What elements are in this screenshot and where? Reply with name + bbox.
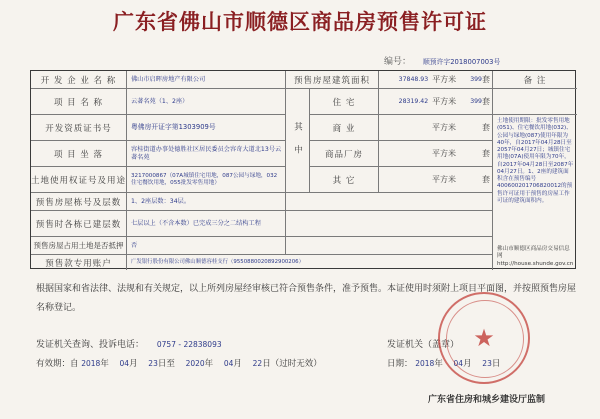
presale-area-count-unit: 套 xyxy=(482,75,490,84)
cert-value: 粤佛房开证字第1303909号 xyxy=(127,115,286,141)
query-label: 发证机关查询、投诉电话： xyxy=(36,340,145,350)
buildings-value: 1、2座层数：34层。 xyxy=(127,193,286,211)
land-value: 3217000867（07A城镇住宅用地，087公园与绿地，032住宅餐饮用地，055批发零售用地） xyxy=(127,167,286,193)
commercial-cell xyxy=(379,115,493,141)
residential-cell xyxy=(379,89,493,115)
remarks-footer: 佛山市顺德区商品房交易信息网 xyxy=(497,246,570,260)
form-table xyxy=(30,70,576,269)
to-month: 04 xyxy=(223,359,234,368)
commercial-count-unit: 套 xyxy=(482,123,490,132)
bank-value: 广发银行股份有限公司佛山顺德容桂支行（9550880020892900206） xyxy=(127,255,493,270)
location-label: 项 目 坐 落 xyxy=(31,141,127,167)
remarks-top-spacer xyxy=(493,89,577,115)
issue-month: 04 xyxy=(453,359,464,368)
mortgage-blank xyxy=(286,237,493,255)
commercial-unit: 平方米 xyxy=(432,123,456,132)
valid-from-prefix: 有效期：自 xyxy=(36,359,79,369)
developer-label: 开 发 企 业 名 称 xyxy=(31,71,127,89)
among-label: 其 中 xyxy=(286,89,310,193)
serial-label: 编号： xyxy=(384,57,412,67)
month-label: 月 xyxy=(129,359,138,369)
issue-day-label: 日 xyxy=(491,359,501,369)
query-value: 0757 - 22838093 xyxy=(156,340,222,349)
issuer-label: 发证机关（盖章） xyxy=(387,340,460,350)
residential-unit: 平方米 xyxy=(432,97,457,106)
remarks-value: 土地使用期限：批发零售用地(051)、住宅餐饮用地(032)、公园与绿地(087)使用年限为40年，自2017年04月28日至2057年04月27日；城镇住宅用地(07A)使用年限为70年，自2017年04月28日至2087年04月27日。1、2座的建筑面积含在预售编号400600201706820012的预售许可证用于预售的房屋工作可证的建筑面积内。 xyxy=(497,118,574,204)
project-label: 项 目 名 称 xyxy=(31,89,127,115)
progress-value: 七层以上（不含本数）已完成三分之二结构工程 xyxy=(127,211,286,237)
residential-count: 399 xyxy=(470,98,482,105)
year-label: 年 xyxy=(100,359,109,369)
validity-line xyxy=(36,357,322,369)
developer-value: 佛山市启晖房地产有限公司 xyxy=(127,71,286,89)
date-prefix: 日期： xyxy=(387,359,413,369)
query-line xyxy=(36,337,222,350)
residential-count-unit: 套 xyxy=(482,97,490,106)
certificate-title: 广东省佛山市顺德区商品房预售许可证 xyxy=(113,10,487,34)
other-label: 其 它 xyxy=(310,167,379,193)
issue-day: 23 xyxy=(482,359,492,368)
presale-area-label: 预售房屋建筑面积 xyxy=(286,71,379,89)
serial-number xyxy=(384,54,500,67)
residential-label: 住 宅 xyxy=(310,89,379,115)
from-day: 23 xyxy=(148,359,158,368)
progress-label: 预售时各栋已建层数 xyxy=(31,211,127,237)
to-day: 22 xyxy=(252,359,263,368)
seal-star-icon: ★ xyxy=(473,324,495,352)
to-year-label: 年 xyxy=(204,359,214,369)
end-text: 日（过时无效） xyxy=(262,359,322,369)
cert-label: 开发资质证书号 xyxy=(31,115,127,141)
remarks-cell xyxy=(493,115,577,270)
supervisor-label: 广东省住房和城乡建设厅监制 xyxy=(428,395,546,405)
official-seal xyxy=(438,292,530,384)
progress-blank xyxy=(286,211,493,237)
remarks-label: 备 注 xyxy=(493,71,577,89)
to-year: 2020 xyxy=(185,359,205,368)
commercial-label: 商 业 xyxy=(310,115,379,141)
other-count-unit: 套 xyxy=(482,175,490,184)
bank-label: 预售款专用账户 xyxy=(31,255,127,270)
presale-area-cell xyxy=(379,71,493,89)
land-label: 土地使用权证号及用途 xyxy=(31,167,127,193)
remarks-footer-block xyxy=(497,246,574,268)
commercial-res-count-unit: 套 xyxy=(482,149,490,158)
residential-value: 28319.42 xyxy=(398,98,429,105)
commercial-res-unit: 平方米 xyxy=(432,149,456,158)
project-value: 云著名苑（1、2座） xyxy=(127,89,286,115)
other-unit: 平方米 xyxy=(432,175,456,184)
mortgage-value: 否 xyxy=(127,237,286,255)
remarks-url: http://house.shunde.gov.cn xyxy=(497,260,574,267)
other-cell xyxy=(379,167,493,193)
approval-statement: 根据国家和省法律、法规和有关规定，以上所列房屋经审核已符合预售条件，准予预售。本证使用时须附上项目平面图，并按照预售房屋名称登记。 xyxy=(36,284,577,313)
presale-area-count: 399 xyxy=(470,76,482,83)
issue-year-label: 年 xyxy=(434,359,443,369)
presale-area-value: 37848.93 xyxy=(398,76,429,83)
day-label: 日至 xyxy=(157,359,175,369)
from-month: 04 xyxy=(119,359,130,368)
serial-value: 顺预许字2018007003号 xyxy=(423,58,501,66)
commercial-res-cell xyxy=(379,141,493,167)
location-value: 容桂街道办事处德胜社区居民委员会容奇大道北13号云著名苑 xyxy=(127,141,286,167)
from-year: 2018 xyxy=(81,359,101,368)
buildings-label: 预售房屋栋号及层数 xyxy=(31,193,127,211)
buildings-blank xyxy=(286,193,493,211)
to-month-label: 月 xyxy=(233,359,242,369)
commercial-res-label: 商品厂房 xyxy=(310,141,379,167)
mortgage-label: 预售房屋占用土地是否抵押 xyxy=(31,237,127,255)
presale-area-unit: 平方米 xyxy=(432,75,457,84)
issue-month-label: 月 xyxy=(463,359,472,369)
issue-year: 2018 xyxy=(415,359,435,368)
